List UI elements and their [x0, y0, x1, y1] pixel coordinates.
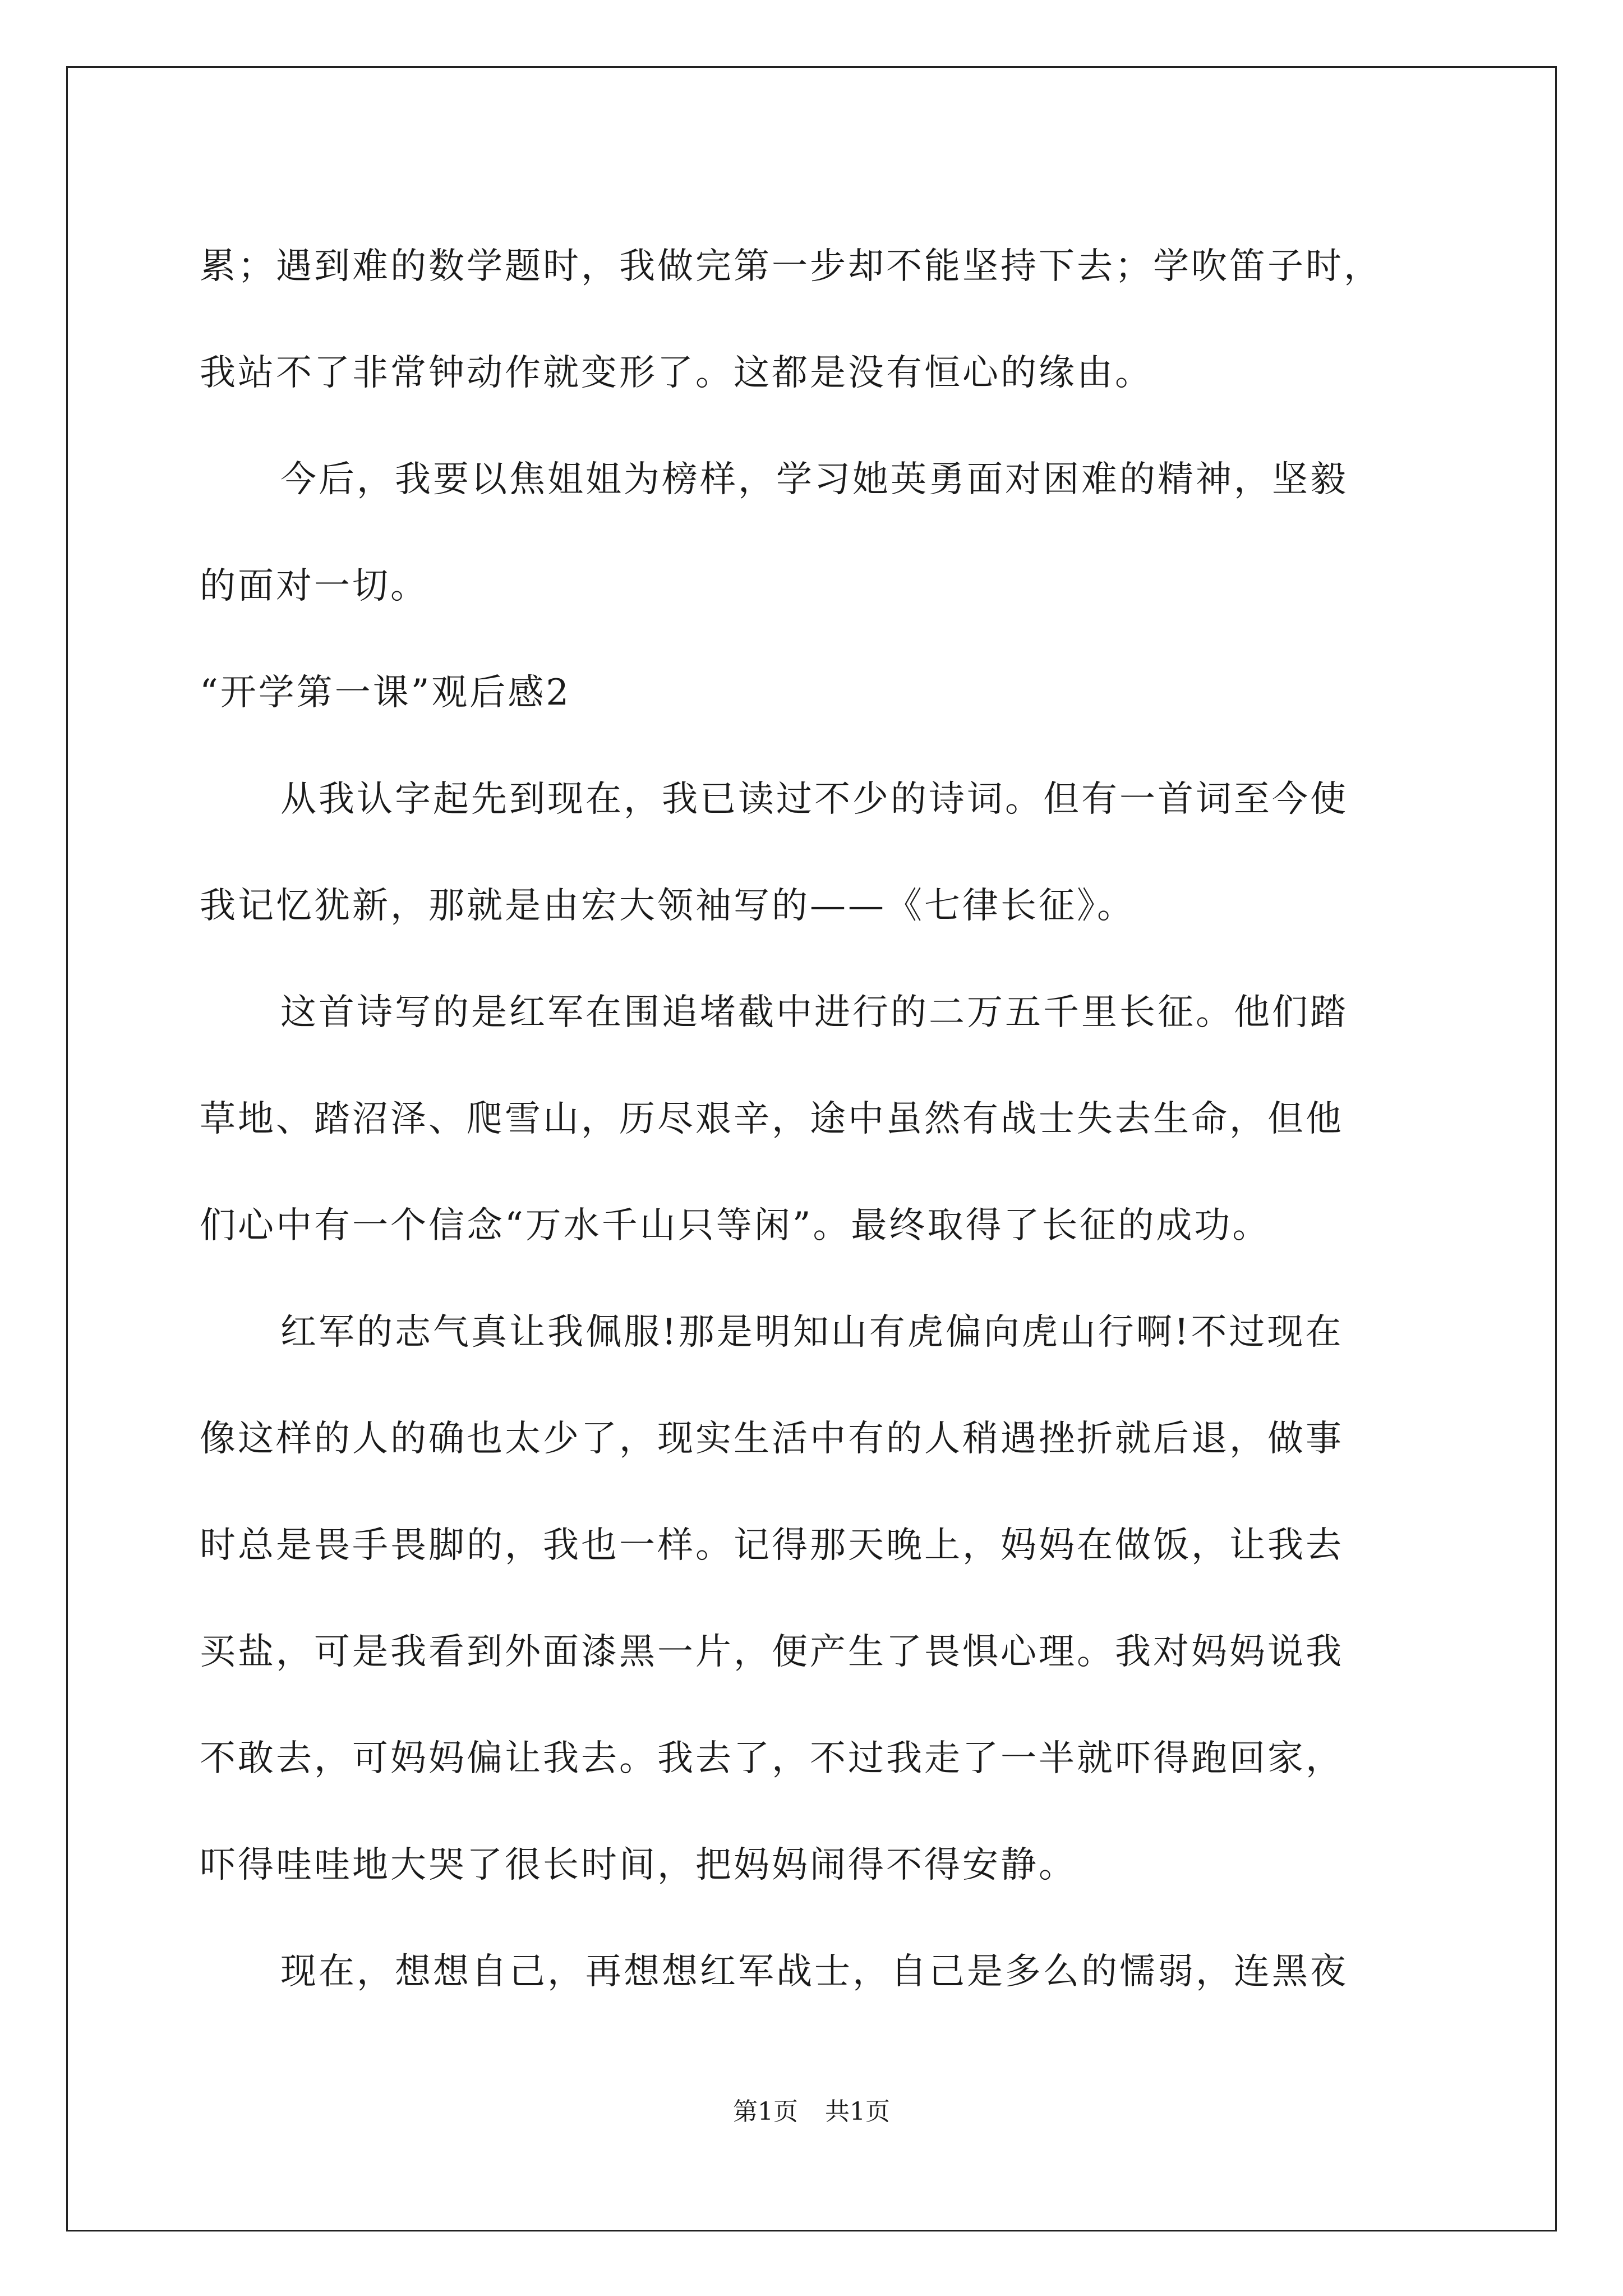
text-line: 像这样的人的确也太少了，现实生活中有的人稍遇挫折就后退，做事	[200, 1418, 1344, 1460]
paragraph-start: 今后，我要以焦姐姐为榜样，学习她英勇面对困难的精神，坚毅	[280, 459, 1348, 500]
text-line: 草地、踏沼泽、爬雪山，历尽艰辛，途中虽然有战士失去生命，但他	[200, 1098, 1344, 1140]
section-heading: “开学第一课”观后感2	[200, 672, 571, 714]
page-total: 共1页	[825, 2097, 890, 2126]
paragraph-start: 红军的志气真让我佩服!那是明知山有虎偏向虎山行啊!不过现在	[280, 1312, 1344, 1353]
text-line: 的面对一切。	[200, 565, 428, 607]
document-body	[200, 213, 1433, 2025]
text-line: 不敢去，可妈妈偏让我去。我去了，不过我走了一半就吓得跑回家，	[200, 1738, 1344, 1779]
paragraph-start: 这首诗写的是红军在围追堵截中进行的二万五千里长征。他们踏	[280, 992, 1348, 1033]
text-line: 吓得哇哇地大哭了很长时间，把妈妈闹得不得安静。	[200, 1844, 1077, 1886]
text-line: 我站不了非常钟动作就变形了。这都是没有恒心的缘由。	[200, 352, 1153, 394]
paragraph-start: 从我认字起先到现在，我已读过不少的诗词。但有一首词至今使	[280, 779, 1348, 820]
paragraph-start: 现在，想想自己，再想想红军战士，自己是多么的懦弱，连黑夜	[280, 1951, 1348, 1993]
page-number: 第1页	[733, 2097, 798, 2126]
text-line: 们心中有一个信念“万水千山只等闲”。最终取得了长征的成功。	[200, 1205, 1271, 1246]
text-line: 我记忆犹新，那就是由宏大领袖写的——《七律长征》。	[200, 885, 1135, 927]
text-line: 买盐，可是我看到外面漆黑一片，便产生了畏惧心理。我对妈妈说我	[200, 1631, 1344, 1673]
text-line: 累；遇到难的数学题时，我做完第一步却不能坚持下去；学吹笛子时，	[200, 246, 1382, 287]
text-line: 时总是畏手畏脚的，我也一样。记得那天晚上，妈妈在做饭，让我去	[200, 1525, 1344, 1566]
page-footer	[0, 2095, 1623, 2129]
